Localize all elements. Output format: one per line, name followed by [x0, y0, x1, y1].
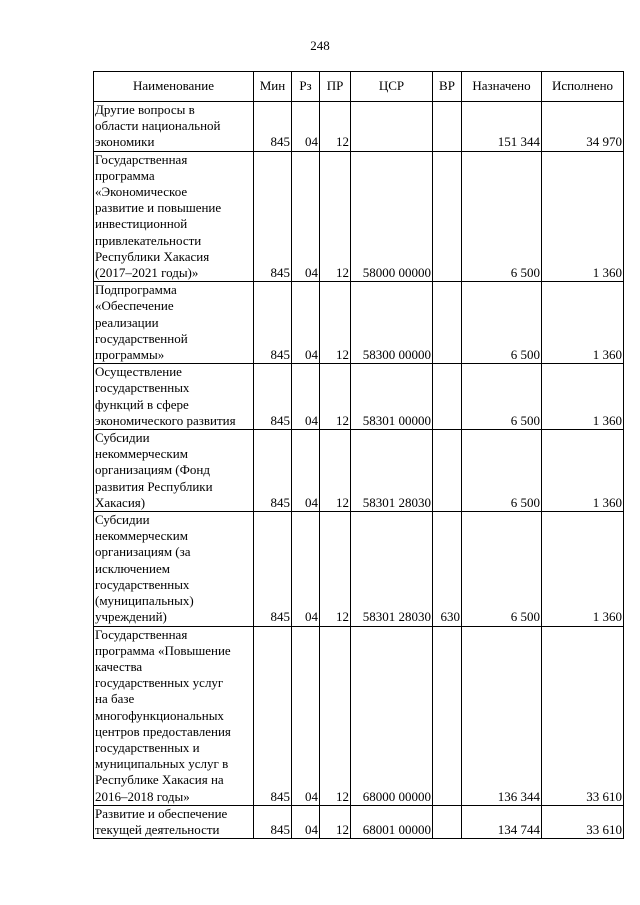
name-line: «Экономическое [95, 184, 188, 200]
cell-assigned: 6 500 [462, 151, 542, 282]
cell-name [94, 626, 254, 805]
table-row [94, 430, 624, 512]
header-pr: ПР [320, 72, 351, 102]
cell-pr: 12 [320, 626, 351, 805]
header-executed: Исполнено [542, 72, 624, 102]
cell-executed: 34 970 [542, 102, 624, 152]
table-row [94, 102, 624, 152]
cell-rz: 04 [292, 430, 320, 512]
cell-executed: 1 360 [542, 282, 624, 364]
cell-pr: 12 [320, 512, 351, 626]
cell-min: 845 [254, 151, 292, 282]
cell-csr [351, 102, 433, 152]
name-line: государственных услуг [95, 675, 224, 691]
name-line: привлекательности [95, 232, 202, 248]
cell-pr: 12 [320, 151, 351, 282]
cell-min: 845 [254, 626, 292, 805]
name-line: Республики Хакасия [95, 248, 210, 264]
name-line: программа [95, 167, 155, 183]
cell-rz: 04 [292, 512, 320, 626]
table-row [94, 151, 624, 282]
name-line: инвестиционной [95, 216, 188, 232]
name-line: «Обеспечение [95, 298, 174, 314]
cell-assigned: 136 344 [462, 626, 542, 805]
name-line: центров предоставления [95, 723, 231, 739]
table-row [94, 805, 624, 838]
name-line: организациям (за [95, 544, 191, 560]
name-line: качества [95, 658, 143, 674]
name-line: на базе [95, 691, 135, 707]
name-line: государственных [95, 576, 190, 592]
cell-pr: 12 [320, 805, 351, 838]
cell-name [94, 805, 254, 838]
name-line: Субсидии [95, 512, 150, 528]
name-line: развития Республики [95, 478, 213, 494]
header-assigned: Назначено [462, 72, 542, 102]
name-line: реализации [95, 314, 159, 330]
cell-executed: 33 610 [542, 805, 624, 838]
cell-executed: 33 610 [542, 626, 624, 805]
name-line: области национальной [95, 118, 221, 134]
name-line: Государственная [95, 626, 188, 642]
name-line: организациям (Фонд [95, 462, 210, 478]
name-line: многофункциональных [95, 707, 224, 723]
name-line: учреждений) [95, 609, 167, 625]
table-row [94, 364, 624, 430]
name-line: (муниципальных) [95, 593, 194, 609]
name-line: Хакасия) [95, 494, 146, 510]
cell-csr: 58000 00000 [351, 151, 433, 282]
name-line: некоммерческим [95, 528, 188, 544]
cell-rz: 04 [292, 151, 320, 282]
cell-vr [433, 282, 462, 364]
header-name: Наименование [94, 72, 254, 102]
cell-min: 845 [254, 430, 292, 512]
name-line: исключением [95, 560, 170, 576]
name-line: экономики [95, 134, 155, 150]
cell-min: 845 [254, 102, 292, 152]
name-line: Государственная [95, 151, 188, 167]
cell-name [94, 282, 254, 364]
name-line: некоммерческим [95, 446, 188, 462]
name-line: Другие вопросы в [95, 102, 195, 117]
table-row [94, 626, 624, 805]
name-line: Субсидии [95, 430, 150, 446]
cell-vr [433, 626, 462, 805]
cell-name [94, 512, 254, 626]
cell-executed: 1 360 [542, 364, 624, 430]
cell-min: 845 [254, 512, 292, 626]
cell-pr: 12 [320, 282, 351, 364]
name-line: государственных и [95, 739, 200, 755]
budget-table [93, 71, 624, 839]
header-rz: Рз [292, 72, 320, 102]
cell-vr [433, 364, 462, 430]
header-min: Мин [254, 72, 292, 102]
name-line: программы» [95, 347, 165, 363]
table-header-row [94, 72, 624, 102]
cell-csr: 58300 00000 [351, 282, 433, 364]
cell-rz: 04 [292, 102, 320, 152]
cell-pr: 12 [320, 102, 351, 152]
cell-assigned: 6 500 [462, 282, 542, 364]
cell-executed: 1 360 [542, 430, 624, 512]
table-row [94, 282, 624, 364]
cell-assigned: 134 744 [462, 805, 542, 838]
name-line: Развитие и обеспечение [95, 805, 228, 821]
name-line: программа «Повышение [95, 642, 231, 658]
cell-assigned: 6 500 [462, 512, 542, 626]
name-line: Республике Хакасия на [95, 772, 224, 788]
cell-min: 845 [254, 364, 292, 430]
cell-executed: 1 360 [542, 512, 624, 626]
cell-min: 845 [254, 282, 292, 364]
cell-vr [433, 102, 462, 152]
name-line: муниципальных услуг в [95, 756, 229, 772]
cell-name [94, 102, 254, 152]
cell-vr [433, 430, 462, 512]
name-line: Подпрограмма [95, 282, 177, 298]
cell-assigned: 6 500 [462, 430, 542, 512]
name-line: развитие и повышение [95, 200, 222, 216]
header-csr: ЦСР [351, 72, 433, 102]
name-line: экономического развития [95, 412, 236, 428]
name-line: функций в сфере [95, 396, 189, 412]
name-line: 2016–2018 годы» [95, 788, 190, 804]
cell-vr [433, 151, 462, 282]
name-line: Осуществление [95, 364, 182, 380]
cell-assigned: 151 344 [462, 102, 542, 152]
cell-name [94, 430, 254, 512]
cell-csr: 68000 00000 [351, 626, 433, 805]
name-line: текущей деятельности [95, 821, 220, 837]
cell-rz: 04 [292, 805, 320, 838]
cell-pr: 12 [320, 430, 351, 512]
cell-name [94, 364, 254, 430]
name-line: государственной [95, 330, 188, 346]
name-line: государственных [95, 380, 190, 396]
cell-csr: 68001 00000 [351, 805, 433, 838]
cell-csr: 58301 00000 [351, 364, 433, 430]
cell-pr: 12 [320, 364, 351, 430]
cell-executed: 1 360 [542, 151, 624, 282]
cell-rz: 04 [292, 282, 320, 364]
name-line: (2017–2021 годы)» [95, 265, 199, 281]
cell-assigned: 6 500 [462, 364, 542, 430]
cell-rz: 04 [292, 626, 320, 805]
cell-name [94, 151, 254, 282]
table-row [94, 512, 624, 626]
cell-csr: 58301 28030 [351, 430, 433, 512]
cell-rz: 04 [292, 364, 320, 430]
cell-min: 845 [254, 805, 292, 838]
cell-vr: 630 [433, 512, 462, 626]
cell-vr [433, 805, 462, 838]
cell-csr: 58301 28030 [351, 512, 433, 626]
header-vr: ВР [433, 72, 462, 102]
page-number: 248 [310, 38, 330, 53]
